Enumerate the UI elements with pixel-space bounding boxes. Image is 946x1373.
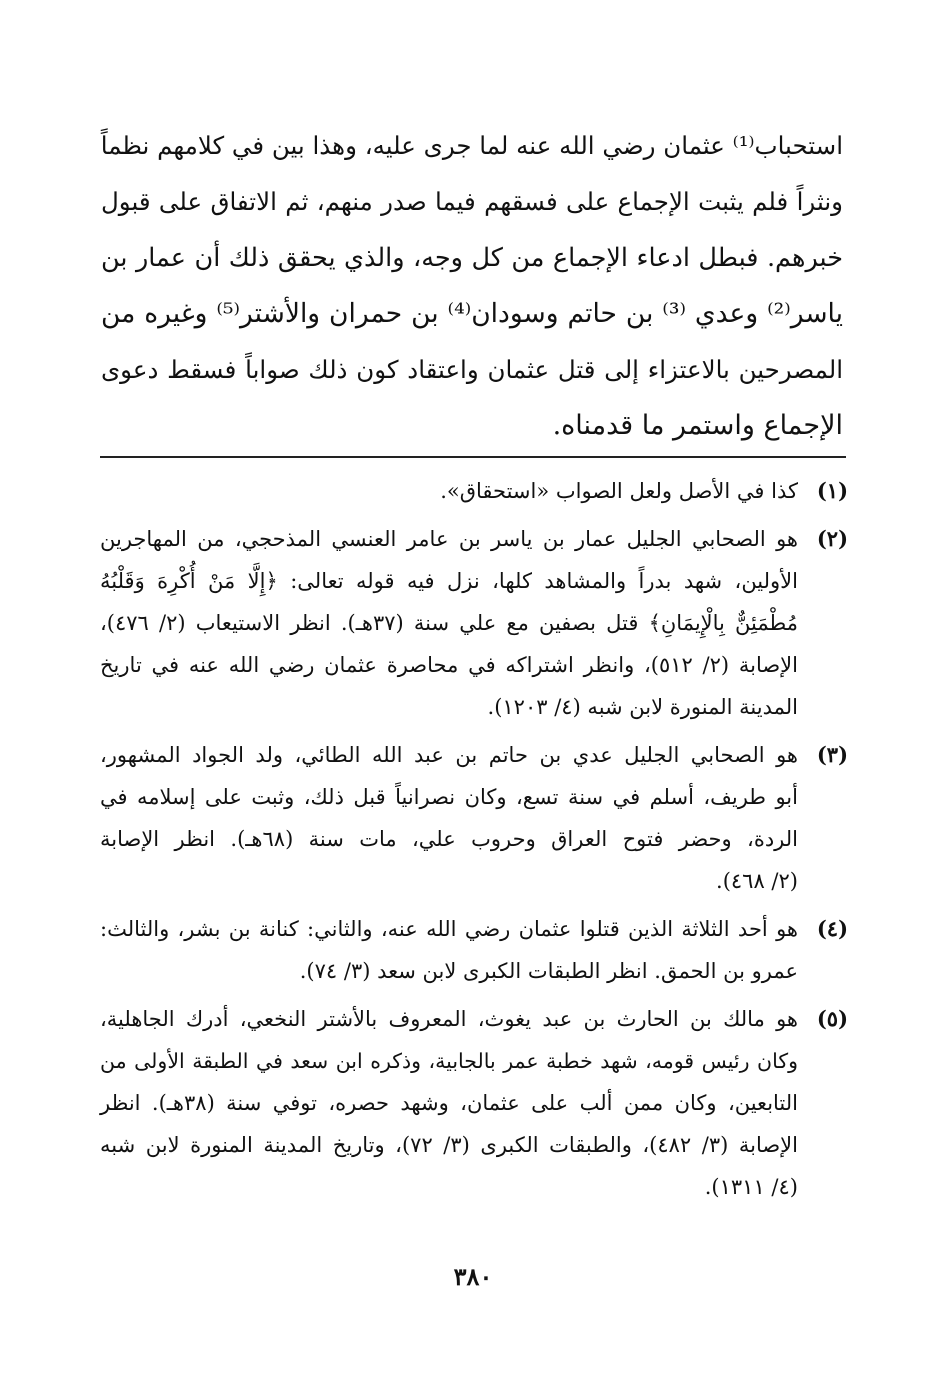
footnotes-section	[100, 470, 848, 1214]
footnote-line: كذا في الأصل ولعل الصواب «استحقاق».	[440, 479, 798, 503]
footnote-line: وكان رئيس قومه، شهد خطبة عمر بالجابية، وذكره ابن سعد في الطبقة الأولى من	[100, 1049, 798, 1073]
footnote-number: (٥)	[816, 1006, 848, 1031]
footnote-body	[100, 470, 798, 512]
footnote-line: هو الصحابي الجليل عمار بن ياسر بن عامر العنسي المذحجي، من المهاجرين	[100, 527, 798, 551]
footnote-line: هو الصحابي الجليل عدي بن حاتم بن عبد الله الطائي، ولد الجواد المشهور،	[100, 743, 798, 767]
main-text-line: ونثراً فلم يثبت الإجماع على فسقهم فيما صدر منهم، ثم الاتفاق على قبول	[101, 187, 843, 216]
footnote-body	[100, 908, 798, 992]
footnote-number: (٢)	[816, 526, 848, 551]
main-text-line: المصرحين بالاعتزاء إلى قتل عثمان واعتقاد كون ذلك صواباً فسقط دعوى	[101, 355, 843, 384]
main-text-line: الإجماع واستمر ما قدمناه.	[552, 410, 843, 441]
footnote-2	[100, 518, 848, 728]
footnote-line: عمرو بن الحمق. انظر الطبقات الكبرى لابن سعد (٣/ ٧٤).	[299, 959, 798, 983]
footnote-body	[100, 998, 798, 1208]
footnote-line: (٤/ ١٣١١).	[704, 1175, 798, 1199]
main-text-block	[101, 118, 843, 454]
footnote-line: (٢/ ٤٦٨).	[716, 869, 798, 893]
footnote-body	[100, 518, 798, 728]
footnote-line: التابعين، وكان ممن ألب على عثمان، وشهد حصره، توفي سنة (٣٨هـ). انظر	[100, 1091, 799, 1115]
footnote-number: (٤)	[816, 916, 848, 941]
main-text-line: خبرهم. فبطل ادعاء الإجماع من كل وجه، والذي يحقق ذلك أن عمار بن	[101, 243, 843, 273]
footnote-number: (٣)	[816, 742, 848, 767]
footnote-5	[100, 998, 848, 1208]
footnote-line: الإصابة (٢/ ٥١٢)، وانظر اشتراكه في محاصرة عثمان رضي الله عنه في تاريخ	[100, 653, 798, 677]
footnote-line: الإصابة (٣/ ٤٨٢)، والطبقات الكبرى (٣/ ٧٢)، وتاريخ المدينة المنورة لابن شبه	[100, 1133, 798, 1157]
footnote-line: هو مالك بن الحارث بن عبد يغوث، المعروف بالأشتر النخعي، أدرك الجاهلية،	[100, 1007, 798, 1031]
footnote-number: (١)	[816, 478, 848, 503]
main-text-line: ياسر⁽²⁾ وعدي ⁽³⁾ بن حاتم وسودان⁽⁴⁾ بن حمران والأشتر⁽⁵⁾ وغيره من	[101, 298, 843, 329]
footnote-4	[100, 908, 848, 992]
page-number: ٣٨٠	[453, 1262, 493, 1291]
footnote-line: الردة، وحضر فتوح العراق وحروب علي، مات سنة (٦٨هـ). انظر الإصابة	[100, 827, 798, 851]
footnote-3	[100, 734, 848, 902]
main-text-line: استحباب⁽¹⁾ عثمان رضي الله عنه لما جرى عليه، وهذا بين في كلامهم نظماً	[100, 131, 843, 160]
footnote-line: المدينة المنورة لابن شبه (٤/ ١٢٠٣).	[487, 695, 798, 719]
footnote-line: أبو طريف، أسلم في سنة تسع، وكان نصرانياً قبل ذلك، وثبت على إسلامه في	[100, 785, 798, 809]
footnote-separator	[100, 456, 846, 458]
footnote-line: مُطْمَئِنٌّ بِالْإِيمَانِ﴾ قتل بصفين مع علي سنة (٣٧هـ). انظر الاستيعاب (٢/ ٤٧٦)،	[100, 611, 798, 635]
footnote-body	[100, 734, 798, 902]
footnote-line: الأولين، شهد بدراً والمشاهد كلها، نزل فيه قوله تعالى: ﴿إِلَّا مَنْ أُكْرِهَ وَقَلْبُهُ	[100, 569, 798, 593]
footnote-1	[100, 470, 848, 512]
footnote-line: هو أحد الثلاثة الذين قتلوا عثمان رضي الله عنه، والثاني: كنانة بن بشر، والثالث:	[100, 917, 798, 941]
